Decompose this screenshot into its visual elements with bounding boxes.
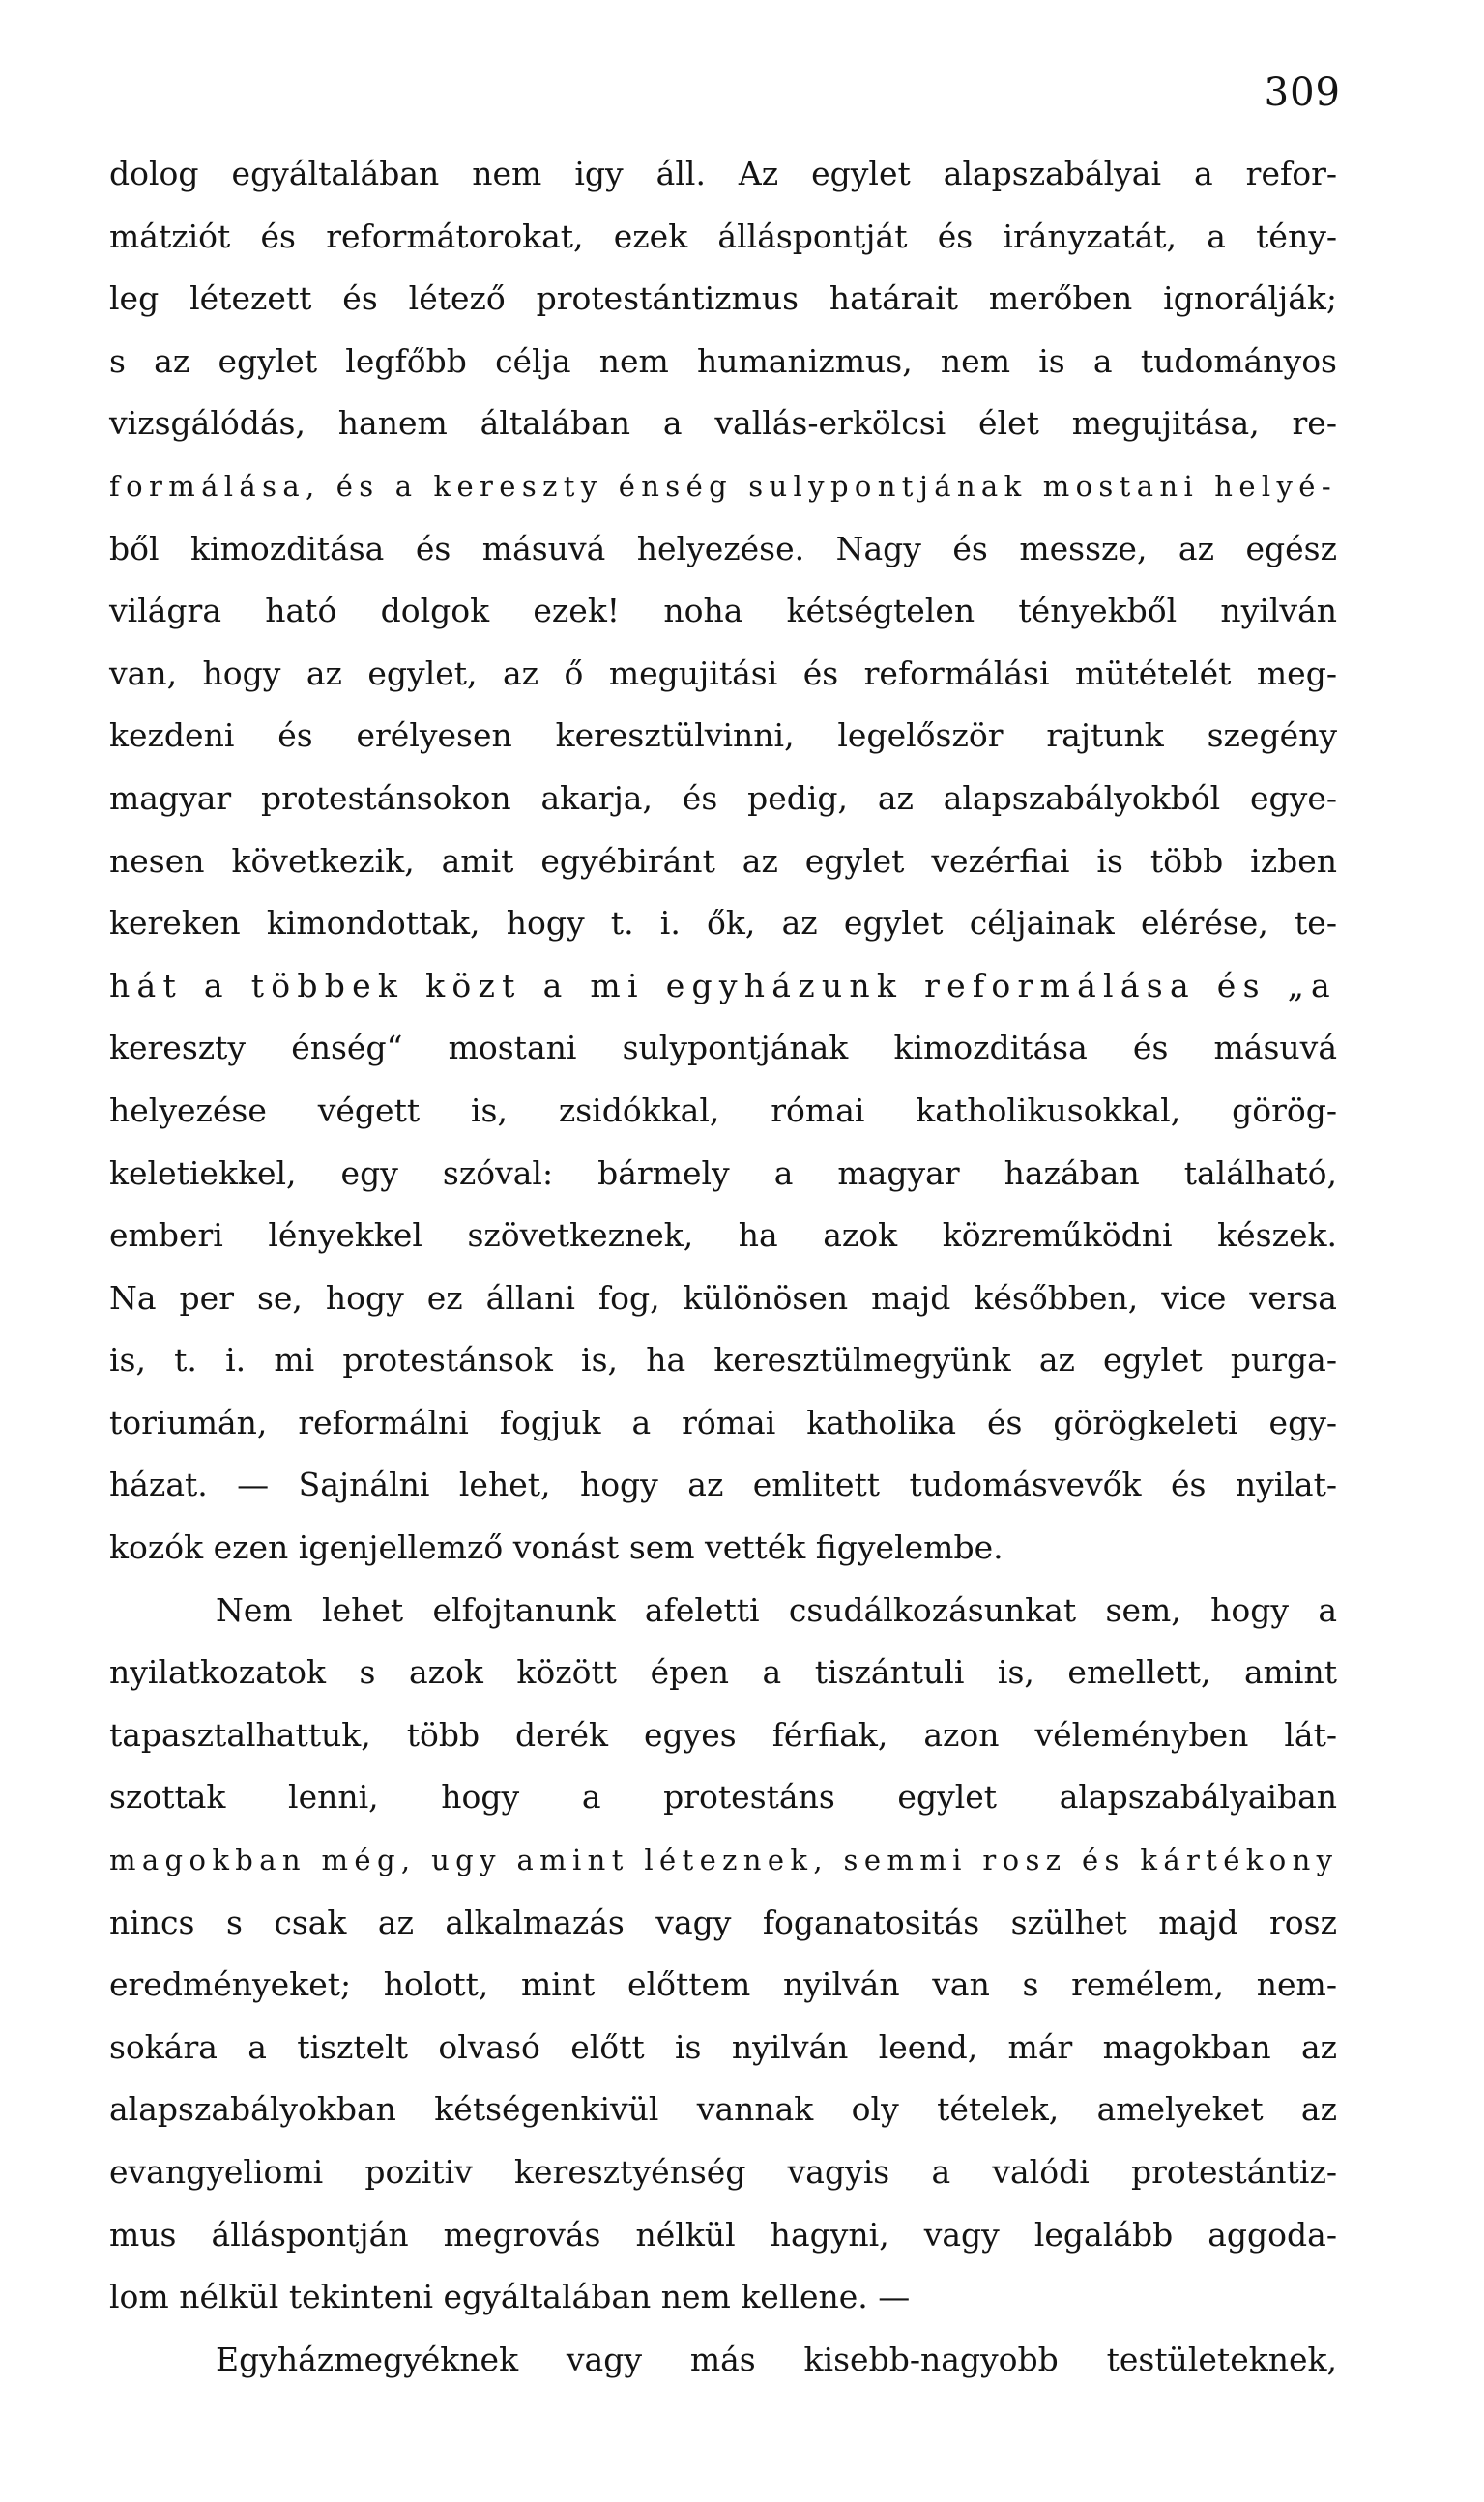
text-line: dolog egyáltalában nem igy áll. Az egylet alapszabályai a refor- (109, 155, 1337, 192)
text-line: lom nélkül tekinteni egyáltalában nem kellene. — (109, 2278, 911, 2316)
text-line: van, hogy az egylet, az ő megujitási és reformálási mütételét meg- (109, 654, 1337, 692)
text-line: hát a többek közt a mi egyházunk reformálása és „a (109, 966, 1337, 1004)
text-line: kereszty énség“ mostani sulypontjának kimozditása és másuvá (109, 1029, 1337, 1067)
text-line: s az egylet legfőbb célja nem humanizmus, nem is a tudományos (109, 341, 1337, 380)
text-line: ből kimozditása és másuvá helyezése. Nagy és messze, az egész (109, 529, 1337, 567)
text-line: vizsgálódás, hanem általában a vallás-erkölcsi élet megujitása, re- (109, 404, 1337, 443)
text-line: Egyházmegyéknek vagy más kisebb-nagyobb testületeknek, (216, 2340, 1337, 2378)
text-line: magyar protestánsokon akarja, és pedig, az alapszabályokból egye- (109, 778, 1337, 817)
text-line: tapasztalhattuk, több derék egyes férfiak, azon véleményben lát- (109, 1715, 1337, 1754)
text-line: szottak lenni, hogy a protestáns egylet alapszabályaiban (109, 1778, 1337, 1817)
text-line: nincs s csak az alkalmazás vagy foganatositás szülhet majd rosz (109, 1903, 1337, 1941)
text-line: Na per se, hogy ez állani fog, különösen majd későbben, vice versa (109, 1278, 1337, 1317)
text-line: evangyeliomi pozitiv keresztyénség vagyis a valódi protestántiz- (109, 2153, 1337, 2191)
text-line: magokban még, ugy amint léteznek, semmi rosz és kártékony (109, 1844, 1339, 1877)
text-line: mus álláspontján megrovás nélkül hagyni, vagy legalább aggoda- (109, 2215, 1337, 2254)
text-line: toriumán, reformálni fogjuk a római katholika és görögkeleti egy- (109, 1403, 1337, 1441)
text-line: helyezése végett is, zsidókkal, római katholikusokkal, görög- (109, 1091, 1337, 1129)
text-line: leg létezett és létező protestántizmus határait merőben ignorálják; (109, 279, 1337, 318)
text-line: nyilatkozatok s azok között épen a tiszántuli is, emellett, amint (109, 1653, 1337, 1692)
text-line: kereken kimondottak, hogy t. i. ők, az egylet céljainak elérése, te- (109, 904, 1337, 943)
text-line: keletiekkel, egy szóval: bármely a magyar hazában található, (109, 1153, 1337, 1192)
text-line: sokára a tisztelt olvasó előtt is nyilván leend, már magokban az (109, 2027, 1337, 2066)
text-line: is, t. i. mi protestánsok is, ha keresztülmegyünk az egylet purga- (109, 1341, 1337, 1380)
text-line: formálása, és a kereszty énség sulypontjának mostani helyé- (109, 469, 1337, 503)
text-line: eredményeket; holott, mint előttem nyilván van s remélem, nem- (109, 1965, 1337, 2004)
text-line: mátziót és reformátorokat, ezek álláspontját és irányzatát, a tény- (109, 217, 1337, 255)
body-text (109, 143, 1337, 2391)
page-number: 309 (1264, 71, 1341, 115)
text-line: alapszabályokban kétségenkivül vannak oly tételek, amelyeket az (109, 2090, 1337, 2129)
text-line: Nem lehet elfojtanunk afeletti csudálkozásunkat sem, hogy a (216, 1590, 1337, 1629)
text-line: kezdeni és erélyesen keresztülvinni, legelőször rajtunk szegény (109, 716, 1337, 755)
text-line: nesen következik, amit egyébiránt az egylet vezérfiai is több izben (109, 841, 1337, 880)
text-line: kozók ezen igenjellemző vonást sem vették figyelembe. (109, 1528, 1004, 1567)
text-line: világra ható dolgok ezek! noha kétségtelen tényekből nyilván (109, 592, 1337, 630)
text-line: emberi lényekkel szövetkeznek, ha azok közreműködni készek. (109, 1216, 1337, 1255)
text-line: házat. — Sajnálni lehet, hogy az emlitett tudomásvevők és nyilat- (109, 1466, 1337, 1504)
